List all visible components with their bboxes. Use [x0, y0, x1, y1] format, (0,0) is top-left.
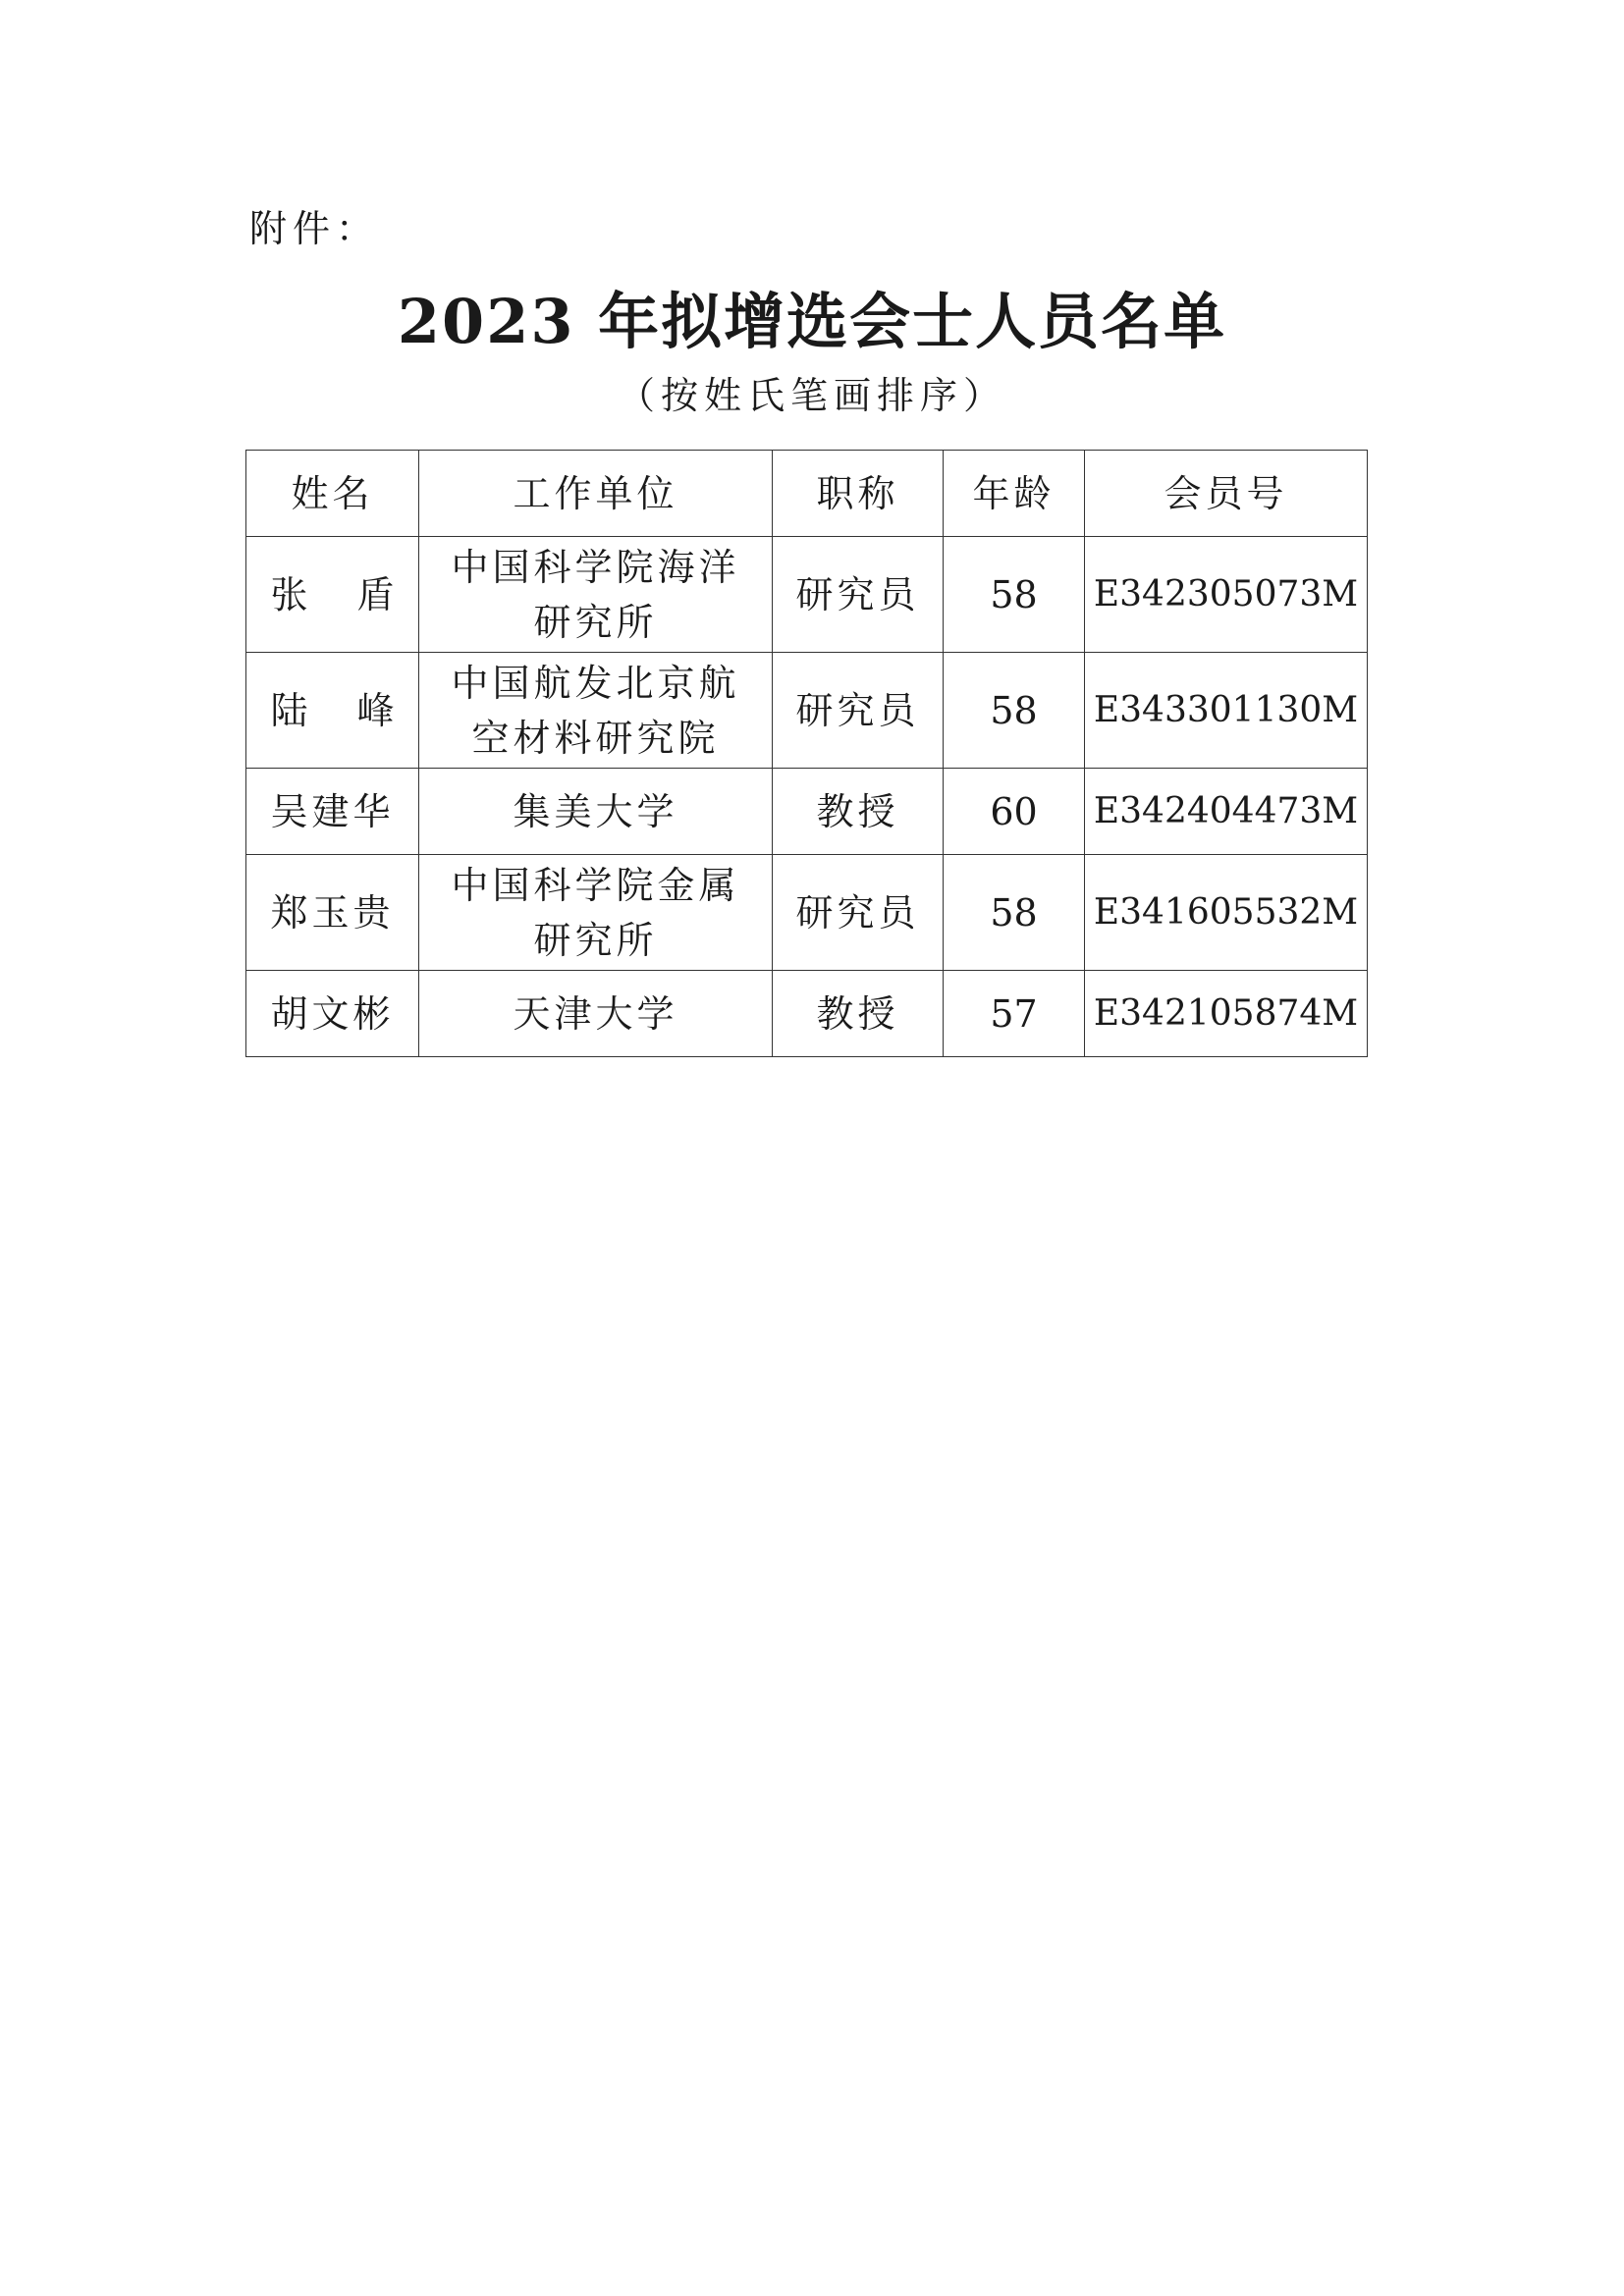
cell-title: 教授 [773, 769, 944, 855]
work-unit-line: 中国航发北京航 [451, 661, 740, 705]
cell-work-unit [419, 855, 773, 971]
header-title: 职称 [773, 451, 944, 537]
cell-title: 教授 [773, 971, 944, 1057]
name-text: 陆 峰 [270, 688, 395, 732]
cell-name: 吴建华 [246, 769, 419, 855]
cell-name: 胡文彬 [246, 971, 419, 1057]
name-text: 张 盾 [270, 572, 395, 616]
cell-age: 58 [944, 855, 1085, 971]
cell-work-unit: 集美大学 [419, 769, 773, 855]
cell-title: 研究员 [773, 855, 944, 971]
cell-age: 58 [944, 653, 1085, 769]
header-age: 年龄 [944, 451, 1085, 537]
cell-work-unit [419, 537, 773, 653]
cell-member-id: E342105874M [1085, 971, 1368, 1057]
cell-work-unit: 天津大学 [419, 971, 773, 1057]
header-member-id: 会员号 [1085, 451, 1368, 537]
cell-member-id: E342404473M [1085, 769, 1368, 855]
cell-name: 郑玉贵 [246, 855, 419, 971]
cell-member-id: E342305073M [1085, 537, 1368, 653]
header-work-unit: 工作单位 [419, 451, 773, 537]
table-row [246, 769, 1368, 855]
cell-work-unit [419, 653, 773, 769]
cell-name [246, 653, 419, 769]
cell-age: 60 [944, 769, 1085, 855]
table-row [246, 537, 1368, 653]
table-row [246, 653, 1368, 769]
work-unit-line: 研究所 [533, 918, 658, 962]
cell-member-id: E343301130M [1085, 653, 1368, 769]
cell-title: 研究员 [773, 537, 944, 653]
attachment-label: 附件： [249, 207, 380, 250]
table-row [246, 855, 1368, 971]
cell-age: 58 [944, 537, 1085, 653]
document-subtitle: （按姓氏笔画排序） [617, 374, 1006, 417]
cell-age: 57 [944, 971, 1085, 1057]
header-name: 姓名 [246, 451, 419, 537]
table-row [246, 971, 1368, 1057]
cell-title: 研究员 [773, 653, 944, 769]
work-unit-line: 中国科学院金属 [451, 863, 740, 907]
cell-name [246, 537, 419, 653]
table-header-row [246, 451, 1368, 537]
work-unit-line: 研究所 [533, 600, 658, 644]
work-unit-line: 空材料研究院 [471, 716, 720, 760]
cell-member-id: E341605532M [1085, 855, 1368, 971]
member-roster-table [245, 450, 1368, 1057]
work-unit-line: 中国科学院海洋 [451, 545, 740, 589]
document-title: 2023 年拟增选会士人员名单 [397, 286, 1227, 357]
